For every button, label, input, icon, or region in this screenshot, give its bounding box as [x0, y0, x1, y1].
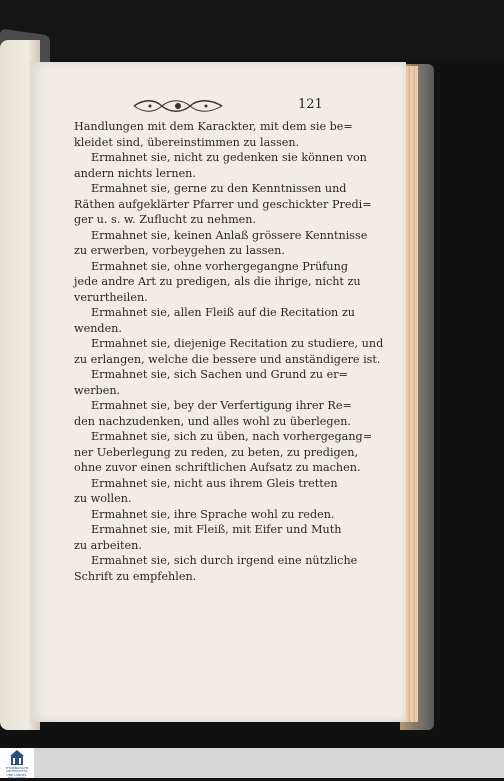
- text-line: Schrift zu empfehlen.: [74, 569, 197, 583]
- text-line: Ermahnet sie, nicht aus ihrem Gleis tretten: [91, 476, 338, 490]
- page-number: 121: [298, 97, 323, 112]
- text-line: Ermahnet sie, sich Sachen und Grund zu er=: [91, 368, 349, 381]
- text-line: Ermahnet sie, allen Fleiß auf die Recitation zu: [91, 306, 355, 319]
- text-line: werben.: [74, 383, 121, 397]
- text-line: den nachzudenken, und alles wohl zu überlegen.: [74, 414, 351, 428]
- page-header: [130, 96, 410, 118]
- text-line: zu erwerben, vorbeygehen zu lassen.: [74, 244, 285, 257]
- logo-line: THÜRINGISCHE: [5, 766, 29, 770]
- text-line: Ermahnet sie, diejenige Recitation zu studiere, und: [91, 337, 384, 350]
- logo-line: UNIVERSITÄTS-: [5, 769, 29, 774]
- text-line: ger u. s. w. Zuflucht zu nehmen.: [74, 213, 257, 226]
- text-line: Ermahnet sie, mit Fleiß, mit Eifer und Muth: [91, 523, 342, 536]
- page-text: [74, 119, 384, 584]
- text-line: Ermahnet sie, nicht zu gedenken sie können von: [91, 151, 367, 164]
- text-line: wenden.: [74, 321, 122, 335]
- text-line: verurtheilen.: [74, 290, 148, 304]
- scan-background: [0, 0, 504, 60]
- text-line: Ermahnet sie, gerne zu den Kenntnissen und: [91, 182, 347, 195]
- text-line: ohne zuvor einen schriftlichen Aufsatz zu machen.: [74, 461, 361, 474]
- logo-line: UND LANDES-: [6, 772, 28, 777]
- text-line: zu erlangen, welche die bessere und anständigere ist.: [74, 352, 381, 366]
- text-line: Handlungen mit dem Karackter, mit dem sie be=: [74, 120, 353, 133]
- text-line: Ermahnet sie, bey der Verfertigung ihrer Re=: [91, 399, 352, 412]
- library-logo-text: [1, 767, 33, 781]
- text-line: Ermahnet sie, sich durch irgend eine nützliche: [91, 554, 358, 567]
- text-line: zu arbeiten.: [74, 538, 142, 552]
- text-line: andern nichts lernen.: [74, 166, 196, 180]
- library-logo[interactable]: [0, 748, 34, 781]
- text-line: Ermahnet sie, ihre Sprache wohl zu reden.: [91, 507, 335, 521]
- logo-line: BIBLIOTHEK: [8, 776, 26, 781]
- text-line: ner Ueberlegung zu reden, zu beten, zu predigen,: [74, 445, 359, 459]
- text-line: kleidet sind, übereinstimmen zu lassen.: [74, 135, 300, 149]
- library-logo-icon: [10, 750, 24, 766]
- ornament-icon: [130, 96, 230, 116]
- text-line: Ermahnet sie, ohne vorhergegangne Prüfung: [91, 259, 348, 273]
- text-line: Ermahnet sie, sich zu üben, nach vorhergegang=: [91, 430, 373, 443]
- text-line: zu wollen.: [74, 492, 132, 505]
- text-line: Räthen aufgeklärter Pfarrer und geschickter Predi=: [74, 197, 372, 211]
- text-line: jede andre Art zu predigen, als die ihrige, nicht zu: [74, 275, 361, 288]
- text-line: Ermahnet sie, keinen Anlaß grössere Kenntnisse: [91, 228, 368, 242]
